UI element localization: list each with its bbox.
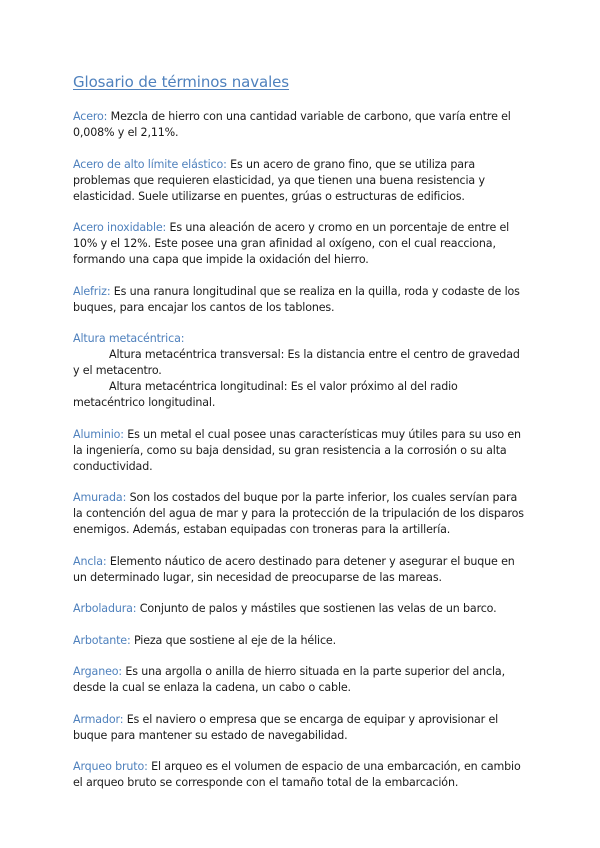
entry-definition: Es un metal el cual posee unas características muy útiles para su uso en la ingeniería, como su baja densidad, su gran resistencia a la corrosión o su alta conductividad. (73, 427, 521, 473)
document-title: Glosario de términos navales (73, 73, 290, 91)
glossary-entry-acero-alto-limite (73, 157, 529, 205)
subentry-rest: metacéntrico longitudinal. (73, 396, 216, 409)
glossary-entry-acero-inoxidable (73, 220, 529, 268)
entry-definition: Elemento náutico de acero destinado para detener y asegurar el buque en un determinado lugar, sin necesidad de preocuparse de las mareas. (73, 554, 515, 584)
entry-term: Acero inoxidable: (73, 221, 167, 234)
glossary-entry-alefriz (73, 284, 529, 316)
entry-term: Alefriz: (73, 284, 111, 298)
entry-term: Altura metacéntrica: (73, 332, 185, 345)
glossary-entry-arqueo-bruto (73, 759, 529, 791)
document-page (73, 72, 529, 807)
entry-definition: Es una argolla o anilla de hierro situada en la parte superior del ancla, desde la cual se enlaza la cadena, un cabo o cable. (73, 665, 505, 694)
entry-term: Arganeo: (73, 665, 122, 678)
entry-term: Acero: (73, 110, 108, 123)
entry-definition: Conjunto de palos y mástiles que sostienen las velas de un barco. (139, 602, 497, 615)
subentry-first-line: Altura metacéntrica longitudinal: Es el valor próximo al del radio (109, 380, 458, 393)
entry-definition: Es una ranura longitudinal que se realiza en la quilla, roda y codaste de los buques, para encajar los cantos de los tablones. (73, 284, 520, 314)
glossary-entry-ancla (73, 554, 529, 586)
entry-definition: Es una aleación de acero y cromo en un porcentaje de entre el 10% y el 12%. Este posee una gran afinidad al oxígeno, con el cual reacciona, formando una capa que impide la oxidación del hierro. (73, 221, 510, 266)
entry-term: Arbotante: (73, 633, 131, 647)
entry-term: Amurada: (73, 491, 127, 504)
subentry-rest: gravedad y el metacentro. (73, 348, 520, 377)
glossary-entry-armador (73, 712, 529, 744)
glossary-entry-aluminio (73, 427, 529, 475)
glossary-entry-altura-metacentrica (73, 331, 529, 411)
entry-term: Ancla: (73, 554, 107, 568)
entry-definition: Mezcla de hierro con una cantidad variable de carbono, que varía entre el 0,008% y el 2,11%. (73, 110, 511, 139)
entry-definition: Son los costados del buque por la parte inferior, los cuales servían para la contención del agua de mar y para la protección de la tripulación de los disparos enemigos. Además, estaban equipadas con troneras para la artillería. (73, 491, 524, 536)
subentry-first-line: Altura metacéntrica transversal: Es la distancia entre el centro de (109, 348, 465, 361)
glossary-entry-amurada (73, 490, 529, 538)
glossary-entry-arganeo (73, 664, 529, 696)
entry-definition: El arqueo es el volumen de espacio de una embarcación, en cambio el arqueo bruto se corresponde con el tamaño total de la embarcación. (73, 760, 521, 789)
entry-term: Arboladura: (73, 602, 137, 615)
glossary-entry-arboladura (73, 601, 529, 617)
entry-term: Acero de alto límite elástico: (73, 157, 227, 171)
subentry-transversal (73, 347, 529, 379)
entry-term: Arqueo bruto: (73, 760, 148, 773)
entry-definition: Pieza que sostiene al eje de la hélice. (133, 633, 336, 647)
entry-definition: Es el naviero o empresa que se encarga de equipar y aprovisionar el buque para mantener su estado de navegabilidad. (73, 712, 499, 742)
entry-definition: Es un acero de grano fino, que se utiliza para problemas que requieren elasticidad, ya que tienen una buena resistencia y elasticidad. Suele utilizarse en puentes, grúas o estructuras de edificios. (73, 157, 485, 203)
entry-term: Aluminio: (73, 427, 124, 441)
glossary-entry-arbotante (73, 633, 529, 649)
subentry-longitudinal (73, 379, 529, 411)
entry-term: Armador: (73, 712, 124, 726)
glossary-entry-acero (73, 109, 529, 141)
